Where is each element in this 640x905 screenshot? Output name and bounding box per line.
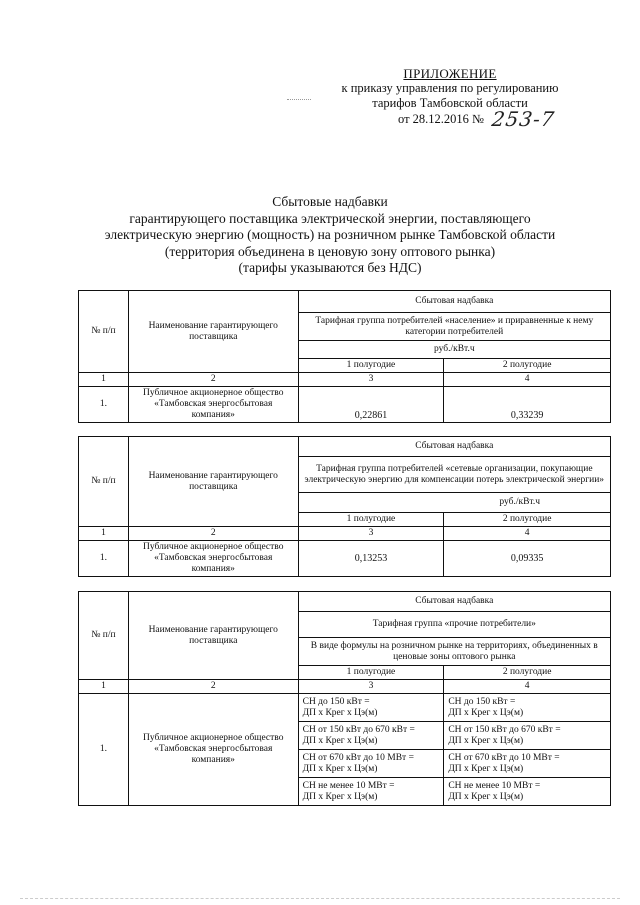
col-header-markup: Сбытовая надбавка — [298, 592, 610, 612]
tariff-table-network-orgs — [78, 436, 611, 577]
formula-expression: ДП х Крег х Цэ(м) — [302, 707, 378, 718]
index-2: 2 — [128, 680, 298, 694]
col-header-supplier: Наименование гарантирующего поставщика — [128, 437, 298, 527]
formula-band-label: СН не менее 10 МВт = — [302, 780, 395, 791]
row-number: 1. — [79, 541, 129, 577]
tariff-group: Тарифная группа потребителей «население» и приравненные к нему категории потребителей — [298, 313, 610, 341]
formula-band-label: СН от 670 кВт до 10 МВт = — [302, 752, 414, 763]
half-year-2: 2 полугодие — [444, 666, 611, 680]
formula-expression: ДП х Крег х Цэ(м) — [302, 791, 378, 802]
value-half-2: 0,33239 — [444, 387, 611, 423]
formula-h1-band-4 — [298, 778, 444, 806]
formula-expression: ДП х Крег х Цэ(м) — [448, 707, 524, 718]
index-3: 3 — [298, 373, 444, 387]
formula-band-label: СН от 670 кВт до 10 МВт = — [448, 752, 560, 763]
index-3: 3 — [298, 680, 444, 694]
formula-note: В виде формулы на розничном рынке на территориях, объединенных в ценовые зоны оптового рынка — [298, 638, 610, 666]
tariff-group: Тарифная группа «прочие потребители» — [298, 612, 610, 638]
appendix-line-2: тарифов Тамбовской области — [372, 96, 528, 110]
index-1: 1 — [79, 527, 129, 541]
formula-h1-band-1 — [298, 694, 444, 722]
formula-h2-band-3 — [444, 750, 611, 778]
index-2: 2 — [128, 527, 298, 541]
formula-h2-band-1 — [444, 694, 611, 722]
index-2: 2 — [128, 373, 298, 387]
value-half-1: 0,13253 — [298, 541, 444, 577]
heading-line-3: электрическую энергию (мощность) на розничном рынке Тамбовской области — [104, 227, 556, 242]
formula-expression: ДП х Крег х Цэ(м) — [302, 763, 378, 774]
formula-band-label: СН не менее 10 МВт = — [448, 780, 541, 791]
col-header-number: № п/п — [79, 291, 129, 373]
formula-expression: ДП х Крег х Цэ(м) — [302, 735, 378, 746]
formula-band-label: СН от 150 кВт до 670 кВт = — [448, 724, 561, 735]
handwritten-order-number: 253-7 — [490, 107, 557, 131]
index-4: 4 — [444, 373, 611, 387]
formula-band-label: СН от 150 кВт до 670 кВт = — [302, 724, 415, 735]
index-4: 4 — [444, 527, 611, 541]
tariff-group: Тарифная группа потребителей «сетевые организации, покупающие электрическую энергию для компенсации потерь электрической энергии» — [298, 457, 610, 493]
appendix-line-1: к приказу управления по регулированию — [341, 81, 559, 95]
col-header-markup: Сбытовая надбавка — [298, 437, 610, 457]
col-header-number: № п/п — [79, 437, 129, 527]
formula-band-label: СН до 150 кВт = — [448, 696, 516, 707]
index-1: 1 — [79, 680, 129, 694]
row-number: 1. — [79, 694, 129, 806]
half-year-2: 2 полугодие — [444, 513, 611, 527]
half-year-2: 2 полугодие — [444, 359, 611, 373]
half-year-1: 1 полугодие — [298, 513, 444, 527]
supplier-name: Публичное акционерное общество «Тамбовская энергосбытовая компания» — [128, 541, 298, 577]
row-number: 1. — [79, 387, 129, 423]
order-date: от 28.12.2016 № — [398, 112, 484, 126]
tariff-table-other-consumers — [78, 591, 611, 806]
half-year-1: 1 полугодие — [298, 359, 444, 373]
index-1: 1 — [79, 373, 129, 387]
supplier-name: Публичное акционерное общество «Тамбовская энергосбытовая компания» — [128, 387, 298, 423]
col-header-supplier: Наименование гарантирующего поставщика — [128, 291, 298, 373]
scan-edge-artifact — [20, 898, 620, 901]
document-heading — [70, 194, 590, 277]
value-half-2: 0,09335 — [444, 541, 611, 577]
formula-expression: ДП х Крег х Цэ(м) — [448, 763, 524, 774]
heading-line-2: гарантирующего поставщика электрической энергии, поставляющего — [129, 210, 531, 226]
appendix-title: ПРИЛОЖЕНИЕ — [403, 66, 497, 81]
value-half-1: 0,22861 — [298, 387, 444, 423]
heading-line-4: (территория объединена в ценовую зону оптового рынка) — [164, 243, 496, 259]
appendix-block — [300, 66, 600, 111]
formula-h1-band-3 — [298, 750, 444, 778]
half-year-1: 1 полугодие — [298, 666, 444, 680]
index-3: 3 — [298, 527, 444, 541]
col-header-number: № п/п — [79, 592, 129, 680]
formula-expression: ДП х Крег х Цэ(м) — [448, 791, 524, 802]
formula-h2-band-4 — [444, 778, 611, 806]
index-4: 4 — [444, 680, 611, 694]
supplier-name: Публичное акционерное общество «Тамбовская энергосбытовая компания» — [128, 694, 298, 806]
heading-line-1: Сбытовые надбавки — [272, 194, 388, 209]
formula-h1-band-2 — [298, 722, 444, 750]
formula-h2-band-2 — [444, 722, 611, 750]
col-header-supplier: Наименование гарантирующего поставщика — [128, 592, 298, 680]
tariff-table-population — [78, 290, 611, 423]
unit-label: руб./кВт.ч — [298, 341, 610, 359]
formula-band-label: СН до 150 кВт = — [302, 696, 370, 707]
formula-expression: ДП х Крег х Цэ(м) — [448, 735, 524, 746]
heading-line-5: (тарифы указываются без НДС) — [238, 260, 422, 275]
col-header-markup: Сбытовая надбавка — [298, 291, 610, 313]
unit-label: руб./кВт.ч — [298, 493, 610, 513]
